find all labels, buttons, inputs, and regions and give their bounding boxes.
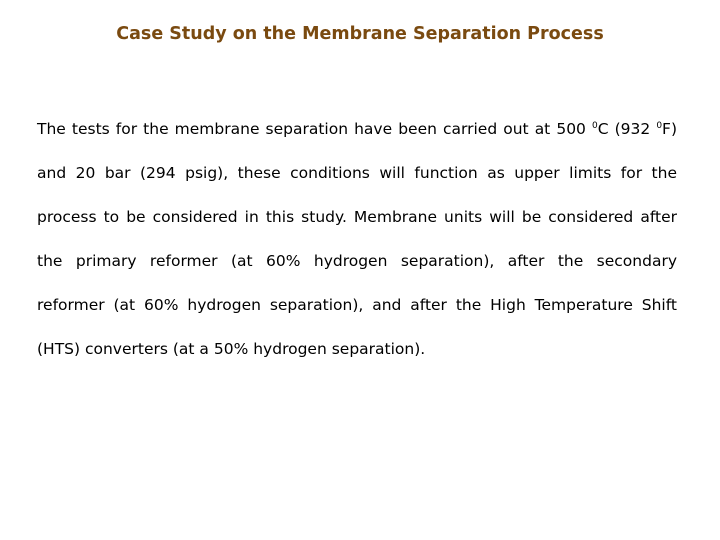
text-segment: C (932	[597, 120, 657, 138]
text-segment: F)	[662, 120, 678, 138]
paragraph-line-6: (HTS) converters (at a 50% hydrogen separation).	[37, 340, 426, 358]
text-segment: The tests for the membrane separation have been carried out at 500	[37, 120, 592, 138]
paragraph-line-4: the primary reformer (at 60% hydrogen separation), after the secondary	[37, 252, 677, 270]
paragraph-line-5: reformer (at 60% hydrogen separation), and after the High Temperature Shift	[37, 296, 677, 314]
body-paragraph	[37, 107, 677, 371]
degree-superscript: 0	[591, 121, 598, 131]
paragraph-line-2: and 20 bar (294 psig), these conditions will function as upper limits for the	[37, 164, 677, 182]
paragraph-line-1	[37, 107, 677, 151]
paragraph-line-3: process to be considered in this study. Membrane units will be considered after	[37, 208, 677, 226]
slide-title: Case Study on the Membrane Separation Process	[116, 24, 604, 44]
degree-superscript: 0	[656, 121, 663, 131]
